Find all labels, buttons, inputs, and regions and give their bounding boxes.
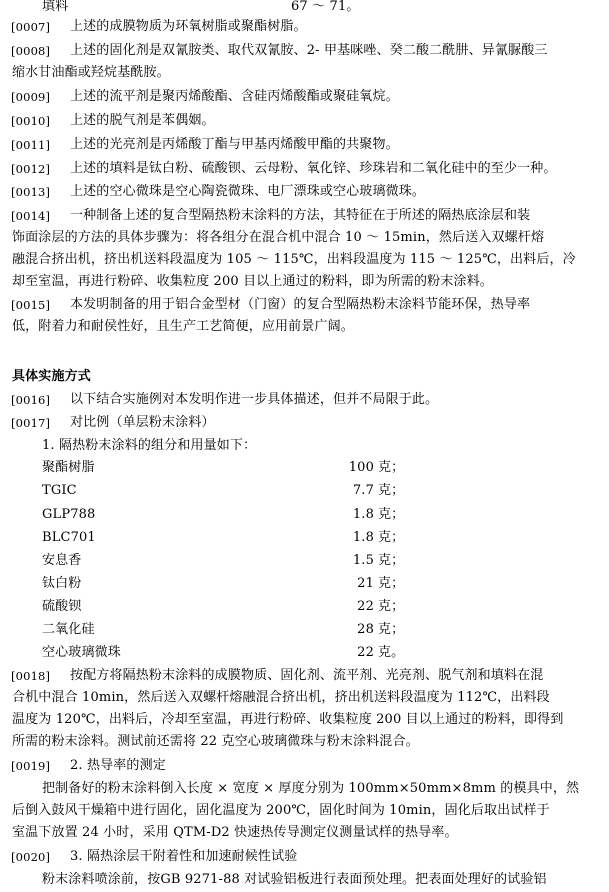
component-name: 空心玻璃微珠 <box>42 645 121 660</box>
paragraph-number: [0020] <box>11 850 51 864</box>
paragraph-0020 <box>0 848 609 866</box>
component-amount: 100 <box>348 460 374 475</box>
component-unit: 克； <box>378 553 405 568</box>
component-row <box>0 459 609 477</box>
paragraph-text: 粉末涂料喷涂前，按GB 9271-88 对试验铝板进行表面预处理。把表面处理好的试验铝 <box>42 872 547 887</box>
filler-value: 67 ～ 71。 <box>291 0 360 14</box>
paragraph-number: [0019] <box>11 759 51 773</box>
component-amount: 7.7 <box>352 483 374 498</box>
paragraph-0017 <box>0 414 609 432</box>
paragraph-0012 <box>0 160 609 178</box>
section-heading <box>0 368 609 386</box>
paragraph-text: 上述的光亮剂是丙烯酸丁酯与甲基丙烯酸甲酯的共聚物。 <box>70 137 399 152</box>
paragraph-text: 一种制备上述的复合型隔热粉末涂料的方法，其特征在于所述的隔热底涂层和装 <box>70 208 531 223</box>
paragraph-0019-cont <box>0 780 609 798</box>
paragraph-0016 <box>0 391 609 409</box>
component-unit: 克。 <box>378 645 405 660</box>
paragraph-0018-cont <box>0 689 609 707</box>
component-amount: 1.8 <box>352 507 374 522</box>
paragraph-text: 温度为 120℃，出料后，冷却至室温，再进行粉碎、收集粒度 200 目以上通过的粉料，即得到 <box>12 712 564 727</box>
component-unit: 克； <box>378 599 405 614</box>
component-row <box>0 598 609 616</box>
paragraph-text: 合机中混合 10min，然后送入双螺杆熔融混合挤出机，挤出机送料段温度为 112℃，出料段 <box>12 690 550 705</box>
paragraph-0014-cont <box>0 251 609 269</box>
paragraph-text: 上述的空心微珠是空心陶瓷微珠、电厂漂珠或空心玻璃微珠。 <box>70 184 426 199</box>
component-name: 钛白粉 <box>42 576 82 591</box>
component-row <box>0 575 609 593</box>
paragraph-text: 以下结合实施例对本发明作进一步具体描述，但并不局限于此。 <box>70 392 439 407</box>
component-amount: 22 <box>357 599 374 614</box>
paragraph-text: 饰面涂层的方法的具体步骤为：将各组分在混合机中混合 10 ～ 15min，然后送入双螺杆熔 <box>12 230 545 245</box>
paragraph-number: [0013] <box>11 185 51 199</box>
component-row <box>0 506 609 524</box>
paragraph-0019-cont <box>0 802 609 820</box>
paragraph-text: 后倒入鼓风干燥箱中进行固化，固化温度为 200℃，固化时间为 10min，固化后取出试样于 <box>12 803 550 818</box>
component-name: 硫酸钡 <box>42 599 82 614</box>
paragraph-number: [0008] <box>11 44 51 58</box>
paragraph-text: 上述的填料是钛白粉、硫酸钡、云母粉、氧化锌、珍珠岩和二氧化硅中的至少一种。 <box>70 161 557 176</box>
paragraph-text: 上述的成膜物质为环氧树脂或聚酯树脂。 <box>70 19 307 34</box>
paragraph-number: [0011] <box>11 138 51 152</box>
paragraph-text: 缩水甘油酯或羟烷基酰胺。 <box>12 65 170 80</box>
component-unit: 克； <box>378 530 405 545</box>
paragraph-0010 <box>0 112 609 130</box>
paragraph-number: [0010] <box>11 114 51 128</box>
component-row <box>0 644 609 662</box>
component-unit: 克； <box>378 483 405 498</box>
paragraph-0019-cont <box>0 824 609 842</box>
filler-label: 填料 <box>42 0 69 14</box>
paragraph-0018 <box>0 667 609 685</box>
paragraph-number: [0014] <box>11 209 51 223</box>
component-name: 聚酯树脂 <box>42 460 95 475</box>
component-amount: 1.8 <box>352 530 374 545</box>
paragraph-text: 按配方将隔热粉末涂料的成膜物质、固化剂、流平剂、光亮剂、脱气剂和填料在混 <box>70 668 544 683</box>
paragraph-text: 低，附着力和耐侯性好，且生产工艺简便，应用前景广阔。 <box>12 319 354 334</box>
paragraph-text: 对比例（单层粉末涂料） <box>70 415 215 430</box>
paragraph-0020-cont <box>0 871 609 889</box>
component-amount: 22 <box>357 645 374 660</box>
paragraph-0008 <box>0 42 609 60</box>
component-unit: 克； <box>378 460 405 475</box>
component-amount: 1.5 <box>352 553 374 568</box>
component-row <box>0 482 609 500</box>
component-name: GLP788 <box>42 507 96 522</box>
paragraph-number: [0015] <box>11 298 51 312</box>
component-unit: 克； <box>378 507 405 522</box>
paragraph-number: [0012] <box>11 162 51 176</box>
paragraph-number: [0009] <box>11 90 51 104</box>
paragraph-number: [0018] <box>11 669 51 683</box>
paragraph-text: 上述的固化剂是双氰胺类、取代双氰胺、2- 甲基咪唑、癸二酸二酰肼、异氰脲酸三 <box>70 43 548 58</box>
component-amount: 28 <box>357 622 374 637</box>
paragraph-text: 却至室温，再进行粉碎、收集粒度 200 目以上通过的粉料，即为所需的粉末涂料。 <box>12 274 493 289</box>
component-row <box>0 552 609 570</box>
paragraph-0013 <box>0 183 609 201</box>
paragraph-0015-cont <box>0 318 609 336</box>
paragraph-0014 <box>0 207 609 225</box>
component-name: TGIC <box>42 483 77 498</box>
paragraph-0011 <box>0 136 609 154</box>
paragraph-0007 <box>0 18 609 36</box>
paragraph-0014-cont <box>0 229 609 247</box>
paragraph-text: 上述的流平剂是聚丙烯酸酯、含硅丙烯酸酯或聚硅氧烷。 <box>70 89 399 104</box>
component-amount: 21 <box>357 576 374 591</box>
component-name: 安息香 <box>42 553 82 568</box>
paragraph-0019 <box>0 757 609 775</box>
component-name: BLC701 <box>42 530 96 545</box>
paragraph-0009 <box>0 88 609 106</box>
subsection-title: 1. 隔热粉末涂料的组分和用量如下： <box>42 438 257 453</box>
paragraph-0015 <box>0 296 609 314</box>
component-row <box>0 621 609 639</box>
paragraph-text: 本发明制备的用于铝合金型材（门窗）的复合型隔热粉末涂料节能环保，热导率 <box>70 297 531 312</box>
component-unit: 克； <box>378 622 405 637</box>
paragraph-number: [0007] <box>11 20 51 34</box>
paragraph-0017-sub <box>0 437 609 455</box>
subsection-title: 2. 热导率的测定 <box>70 758 166 773</box>
component-row <box>0 529 609 547</box>
section-heading-text: 具体实施方式 <box>12 369 91 384</box>
paragraph-text: 室温下放置 24 小时，采用 QTM-D2 快速热传导测定仪测量试样的热导率。 <box>12 825 458 840</box>
paragraph-text: 上述的脱气剂是苯偶姻。 <box>70 113 215 128</box>
paragraph-text: 融混合挤出机，挤出机送料段温度为 105 ～ 115℃，出料段温度为 115 ～ 125℃，出料后，冷 <box>12 252 576 267</box>
component-unit: 克； <box>378 576 405 591</box>
subsection-title: 3. 隔热涂层干附着性和加速耐候性试验 <box>70 849 298 864</box>
paragraph-0008-cont <box>0 64 609 82</box>
paragraph-number: [0016] <box>11 393 51 407</box>
paragraph-number: [0017] <box>11 416 51 430</box>
paragraph-0018-cont <box>0 711 609 729</box>
component-name: 二氧化硅 <box>42 622 95 637</box>
paragraph-text: 所需的粉末涂料。测试前还需将 22 克空心玻璃微珠与粉末涂料混合。 <box>12 734 419 749</box>
paragraph-0014-cont <box>0 273 609 291</box>
filler-range-line <box>0 0 609 16</box>
paragraph-text: 把制备好的粉末涂料倒入长度 × 宽度 × 厚度分别为 100mm×50mm×8mm 的模具中，然 <box>42 781 580 796</box>
paragraph-0018-cont <box>0 733 609 751</box>
